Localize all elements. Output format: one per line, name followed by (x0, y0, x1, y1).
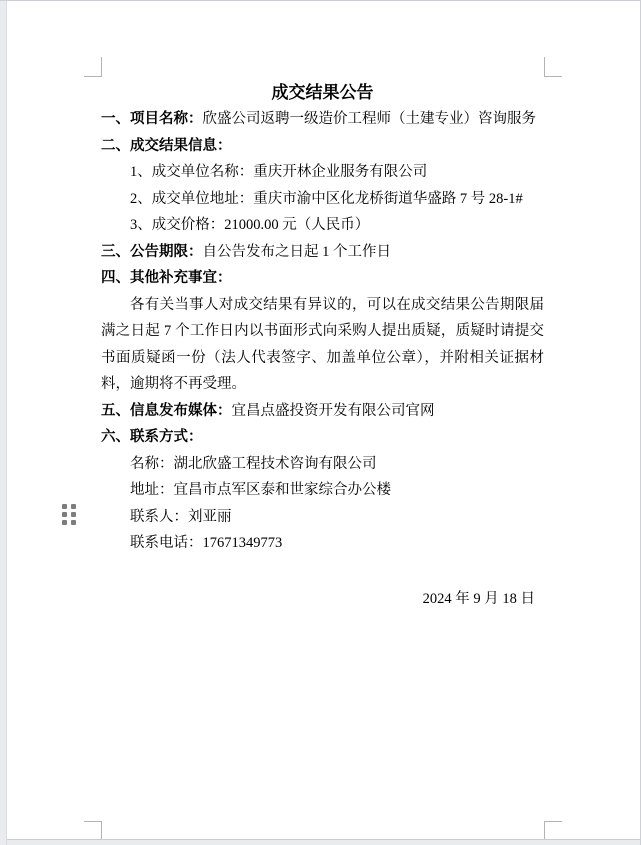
section-1-project-name (101, 106, 544, 133)
window-top-border (0, 0, 641, 1)
section-1-label: 一、项目名称： (101, 111, 203, 127)
section-5-label: 五、信息发布媒体： (101, 402, 232, 419)
blank-line (101, 557, 544, 586)
document-date: 2024 年 9 月 18 日 (422, 590, 535, 607)
section-3-announcement-period (101, 239, 544, 266)
drag-handle-dot (71, 504, 76, 509)
drag-handle-dot (71, 520, 76, 525)
section-1-text: 欣盛公司返聘一级造价工程师（土建专业）咨询服务 (202, 111, 536, 127)
section-2-heading (101, 133, 544, 160)
contact-person-line: 联系人：刘亚丽 (130, 508, 232, 525)
document-title: 成交结果公告 (271, 83, 374, 102)
margin-crop-mark-bottom-left (84, 821, 102, 839)
winner-name-line: 1、成交单位名称：重庆开林企业服务有限公司 (130, 164, 428, 180)
section-4-heading (101, 265, 544, 292)
contact-phone-line: 联系电话：17671349773 (130, 535, 283, 551)
section-6-heading (101, 424, 544, 451)
drag-handle-dot (71, 512, 76, 517)
section-5-publish-media (101, 398, 544, 425)
section-2-label: 二、成交结果信息： (101, 137, 232, 154)
app-background-bottom-strip (7, 839, 640, 845)
winner-price-line: 3、成交价格：21000.00 元（人民币） (130, 217, 370, 233)
drag-handle-dot (62, 512, 67, 517)
margin-crop-mark-top-right (544, 57, 562, 77)
margin-crop-mark-bottom-right (544, 821, 562, 839)
winner-address-line: 2、成交单位地址：重庆市渝中区化龙桥街道华盛路 7 号 28-1# (130, 190, 523, 207)
paragraph-drag-handle-icon[interactable] (62, 504, 76, 525)
document-page (101, 79, 544, 612)
section-3-text: 自公告发布之日起 1 个工作日 (202, 243, 391, 260)
section-6-label: 六、联系方式： (101, 429, 203, 445)
drag-handle-dot (62, 504, 67, 509)
section-4-body-paragraph: 各有关当事人对成交结果有异议的，可以在成交结果公告期限届满之日起 7 个工作日内以书面形式向采购人提出质疑，质疑时请提交书面质疑函一份（法人代表签字、加盖单位公章），并附相关证据材料，逾期将不再受理。 (101, 296, 544, 392)
drag-handle-dot (62, 520, 67, 525)
section-5-text: 宜昌点盛投资开发有限公司官网 (231, 402, 435, 419)
contact-address-line: 地址：宜昌市点军区泰和世家综合办公楼 (130, 482, 391, 498)
contact-company-line: 名称：湖北欣盛工程技术咨询有限公司 (130, 455, 377, 472)
section-4-label: 四、其他补充事宜： (101, 270, 232, 286)
margin-crop-mark-top-left (84, 57, 102, 77)
app-background-left-strip (0, 1, 7, 845)
section-3-label: 三、公告期限： (101, 243, 203, 260)
